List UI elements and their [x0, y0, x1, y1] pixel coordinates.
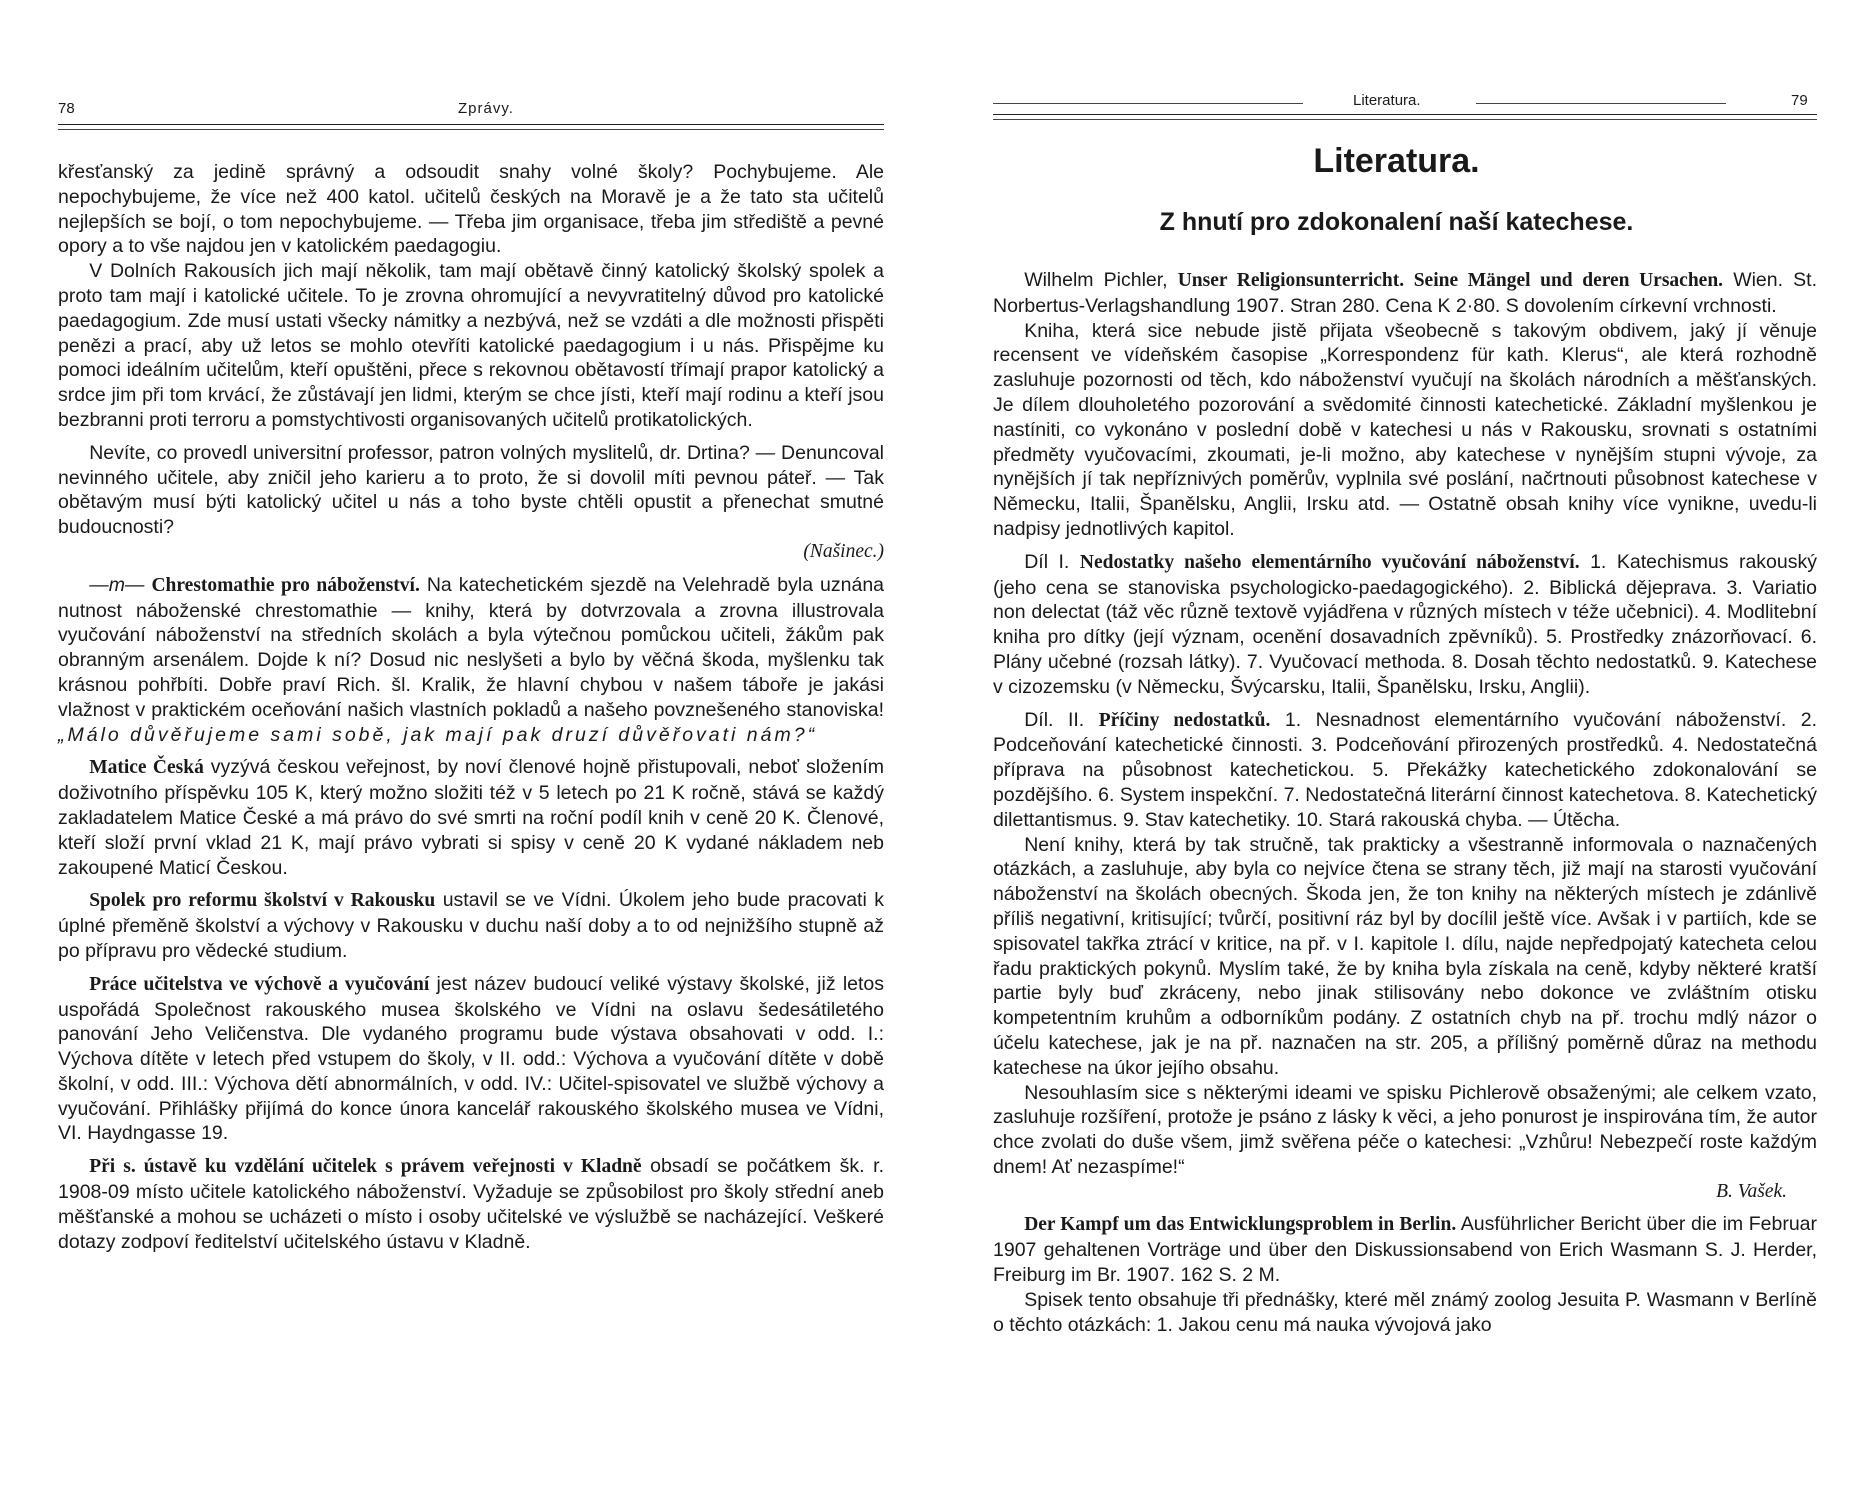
- signature: B. Vašek.: [1716, 1180, 1787, 1202]
- review-entry: [993, 1212, 1817, 1287]
- header-rule: [58, 129, 884, 130]
- header-rule: [993, 119, 1817, 120]
- part-label: Díl. II.: [1024, 708, 1085, 731]
- paragraph: Kniha, která sice nebude jistě přijata všeobecně s takovým obdivem, jaký jí věnuje recensent ve vídeňském časopise „Korrespondenz für kath. Klerus“, ale která rozhodně zasluhuje pozornosti od těch, kdo náboženství vyučují na školách národních a měšťanských. Je dílem dlouholetého pozorování a svědomité činnosti katechetické. Základní myšlenkou je nastíniti, co vykonáno v poslední době v katechesi u nás v Rakousku, srovnati s ostatními předměty vyučovacími, zkoumati, je-li možno, aby katechese v nynějším stupni vývoje, za nynějších jí tak nepříznivých poměrův, vyplnila své poslání, načrtnouti působnost katechese v Německu, Italii, Španělsku, Anglii, Irsku atd. — Ostatně obsah knihy více vynikne, uvedu-li nadpisy jednotlivých kapitol.: [993, 319, 1817, 540]
- news-heading: Chrestomathie pro náboženství.: [151, 574, 420, 596]
- header-rule: [993, 114, 1817, 115]
- news-heading: Práce učitelstva ve výchově a vyučování: [89, 973, 430, 995]
- review-entry: [993, 268, 1817, 319]
- chapter-list: [993, 708, 1817, 833]
- news-item: [58, 755, 884, 880]
- header-rule: [1476, 103, 1726, 104]
- review-imprint: Wien. St. Norbertus-Verlagshandlung 1907. Stran 280. Cena K 2·80. S dovolením církevní vrchnosti.: [993, 269, 1817, 317]
- news-item: [58, 972, 884, 1147]
- review-title: Der Kampf um das Entwicklungsproblem in Berlin.: [1024, 1214, 1457, 1236]
- review-title: Unser Religionsunterricht. Seine Mängel und deren Ursachen.: [1177, 270, 1724, 291]
- part-text: 1. Nesnadnost elementárního vyučování náboženství. 2. Podceňování katechetické činnosti. 3. Podceňování přirozených prostředků. 4. Nedostatečná příprava na působnost katechetickou. 5. Překážky katechetického zdokonalování se pozdějšího. 6. System inspekční. 7. Nedostatečná literární činnost katechetova. 8. Katechetický dilettantismus. 9. Stav katechetiky. 10. Stará rakouská chyba. — Útěcha.: [993, 708, 1818, 831]
- right-page: [931, 0, 1862, 1500]
- review-imprint: Ausführlicher Bericht über die im Februar 1907 gehaltenen Vorträge und über den Diskussionsabend von Erich Wasmann S. J. Herder, Freiburg im Br. 1907. 162 S. 2 M.: [993, 1213, 1817, 1287]
- running-head-right: Literatura.: [1353, 92, 1421, 109]
- paragraph: Není knihy, která by tak stručně, tak prakticky a všestranně informovala o naznačených otázkách, a zasluhuje, aby byla co nejvíce čtena se strany těch, již mají na starosti vyučování náboženství na školách obecných. Škoda jen, že ton knihy na některých místech je zdánlivě příliš negativní, kritisující; tvůrčí, positivní ráz byl by docílil ještě více. Avšak i v partiích, kde se spisovatel takřka ztrácí v kritice, na př. v I. kapitole I. dílu, najde nepředpojatý katecheta celou řadu praktických pokynů. Myslím také, že by kniha byla získala na ceně, kdyby některé kratší partie byly buď zkráceny, nebo jinak stilisovány nebo dokonce ve zvláštním otisku kompetentním kruhům a odborníkům podány. Z ostatních chyb na př. trochu mdlý názor o účelu katechese, jak je na př. naznačen na str. 205, a přílišný poměrně důraz na methodu katechese na úkor jejího obsahu.: [993, 833, 1817, 1079]
- news-text: jest název budoucí veliké výstavy školské, již letos uspořádá Společnost rakouského musea školského ve Vídni na oslavu šedesátiletého panování Jeho Veličenstva. Dle vydaného programu bude výstava obsahovati v odd. I.: Výchova dítěte v letech před vstupem do školy, v II. odd.: Výchova a vyučování dítěte v době školní, v odd. III.: Výchova dětí abnormálních, v odd. IV.: Učitel-spisovatel ve službě výchovy a vyučování. Přihlášky přijímá do konce února kancelář rakouského školského musea ve Vídni, VI. Haydngasse 19.: [58, 972, 885, 1145]
- author-mark: —m—: [89, 573, 145, 596]
- paragraph: Nevíte, co provedl universitní professor, patron volných myslitelů, dr. Drtina? — Denuncoval nevinného učitele, aby zničil jeho karieru a to proto, že si dovolil míti pevnou páteř. — Tak obětavým musí býti katolický učitel u nás a toho byste chtěli opustit a přenechat smutné budoucnosti?: [58, 441, 884, 539]
- paragraph: křesťanský za jedině správný a odsoudit snahy volné školy? Pochybujeme. Ale nepochybujeme, že více než 400 katol. učitelů českých na Moravě je a že tato sta učitelů nejlepších se bojí, o tom nepochybujeme. — Třeba jim organisace, třeba jim střediště a pevné opory a to vše najdou jen v katolickém paedagogiu.: [58, 161, 884, 258]
- page-number-right: 79: [1791, 92, 1808, 109]
- news-text: ustavil se ve Vídni. Úkolem jeho bude pracovati k úplné přeměně školství a výchovy v Rakousku v duchu naší doby a to od nejnižšího stupně až po přípravu pro vědecké studium.: [58, 889, 885, 962]
- section-subtitle: Z hnutí pro zdokonalení naší katechese.: [1159, 208, 1634, 236]
- page-number-left: 78: [58, 100, 75, 117]
- section-title: Literatura.: [1313, 142, 1480, 180]
- news-text: Na katechetickém sjezdě na Velehradě byla uznána nutnost náboženské chrestomathie — knihy, která by dotvrzovala a zrovna illustrovala vyučování náboženství na středních skolách a byla výtečnou pomůckou učiteli, žákům pak obranným arsenálem. Dojde k ní? Dosud nic neslyšeti a bylo by věčná škoda, myšlenku tak krásnou pohřbíti. Dobře praví Rich. šl. Kralik, že hlavní chybou v našem táboře je jakási vlažnost v praktickém oceňování našich vlastních pokladů a našeho povznešeného stanoviska!: [58, 573, 885, 721]
- part-heading: Nedostatky našeho elementárního vyučování náboženství.: [1079, 551, 1580, 573]
- header-rule: [58, 124, 884, 125]
- chapter-list: [993, 550, 1817, 700]
- news-item: [58, 888, 884, 963]
- review-author: Wilhelm Pichler,: [1024, 269, 1168, 291]
- news-heading: Spolek pro reformu školství v Rakousku: [89, 890, 436, 912]
- news-text: vyzývá českou veřejnost, by noví členové hojně přistupovali, neboť složením doživotního příspěvku 105 K, který možno složiti též v 5 letech po 21 K ročně, stává se každý zakladatelem Matice České a má právo do své smrti na roční podíl knih v ceně 20 K. Členové, kteří složí první vklad 21 K, mají právo vybrati si spisy v ceně 20 K vydané nákladem neb zakoupené Maticí Českou.: [58, 756, 884, 879]
- news-text: obsadí se počátkem šk. r. 1908-09 místo učitele katolického náboženství. Vyžaduje se způsobilost pro školy střední aneb měšťanské a mohou se ucházeti o místo i osoby učitelské ve výslužbě se nacházející. Veškeré dotazy zodpoví ředitelství učitelského ústavu v Kladně.: [58, 1155, 885, 1253]
- paragraph: V Dolních Rakousích jich mají několik, tam mají obětavě činný katolický školský spolek a proto tam mají i katolické učitele. To je zrovna ohromující a nevyvratitelný důvod pro katolické paedagogium. Zde musí ustati všecky námitky a nezbývá, než se vzdáti a dle možnosti přispěti penězi a prací, aby už letos se mohlo otevříti katolické paedagogium i u nás. Přispějme ku pomoci ideálním učitelům, kteří opuštěni, přece s rekovnou obětavostí třímají prapor katolický a srdce jim při tom krvácí, že zůstávají jen lidmi, kterým se chce jísti, kteří mají rodinu a kteří jsou bezbranni proti terroru a pomstychtivosti organisovaných učitelů protikatolických.: [58, 260, 884, 431]
- part-label: Díl I.: [1024, 550, 1070, 573]
- news-heading: Matice Česká: [89, 757, 204, 779]
- news-heading: Při s. ústavě ku vzdělání učitelek s právem veřejnosti v Kladně: [89, 1156, 642, 1178]
- left-column: [58, 160, 884, 1254]
- news-item: [58, 1154, 884, 1254]
- news-item: [58, 573, 884, 748]
- paragraph: Spisek tento obsahuje tři přednášky, které měl známý zoolog Jesuita P. Wasmann v Berlíně o těchto otázkách: 1. Jakou cenu má nauka vývojová jako: [993, 1288, 1817, 1336]
- paragraph: Nesouhlasím sice s některými ideami ve spisku Pichlerově obsaženými; ale celkem vzato, zasluhuje rozšíření, protože je psáno z lásky k věci, a jeho ponurost je inspirována tím, že autor chce zvolati do duše všem, jimž svěřena péče o katechesi: „Vzhůru! Nebezpečí roste každým dnem! Ať nezaspíme!“: [993, 1081, 1817, 1178]
- part-text: 1. Katechismus rakouský (jeho cena se stanoviska psychologicko-paedagogického). 2. Biblická dějeprava. 3. Variatio non delectat (táž věc různě textově vyjádřena v různých místech v téže učebnici). 4. Modlitební kniha pro dítky (její význam, ocenění dosavadních zpěvníků). 5. Prostředky znázorňovací. 6. Plány učebné (rozsah látky). 7. Vyučovací methoda. 8. Dosah těchto nedostatků. 9. Katechese v cizozemsku (v Německu, Švýcarsku, Italii, Španělsku, Irsku, Anglii).: [993, 550, 1817, 698]
- header-rule: [993, 103, 1303, 104]
- right-column: [993, 268, 1817, 1337]
- running-head-left: Zprávy.: [458, 100, 514, 117]
- quote: „Málo důvěřujeme sami sobě, jak mají pak druzí důvěřovati nám?“: [58, 723, 818, 746]
- part-heading: Příčiny nedostatků.: [1098, 709, 1271, 731]
- attribution: (Našinec.): [803, 540, 884, 562]
